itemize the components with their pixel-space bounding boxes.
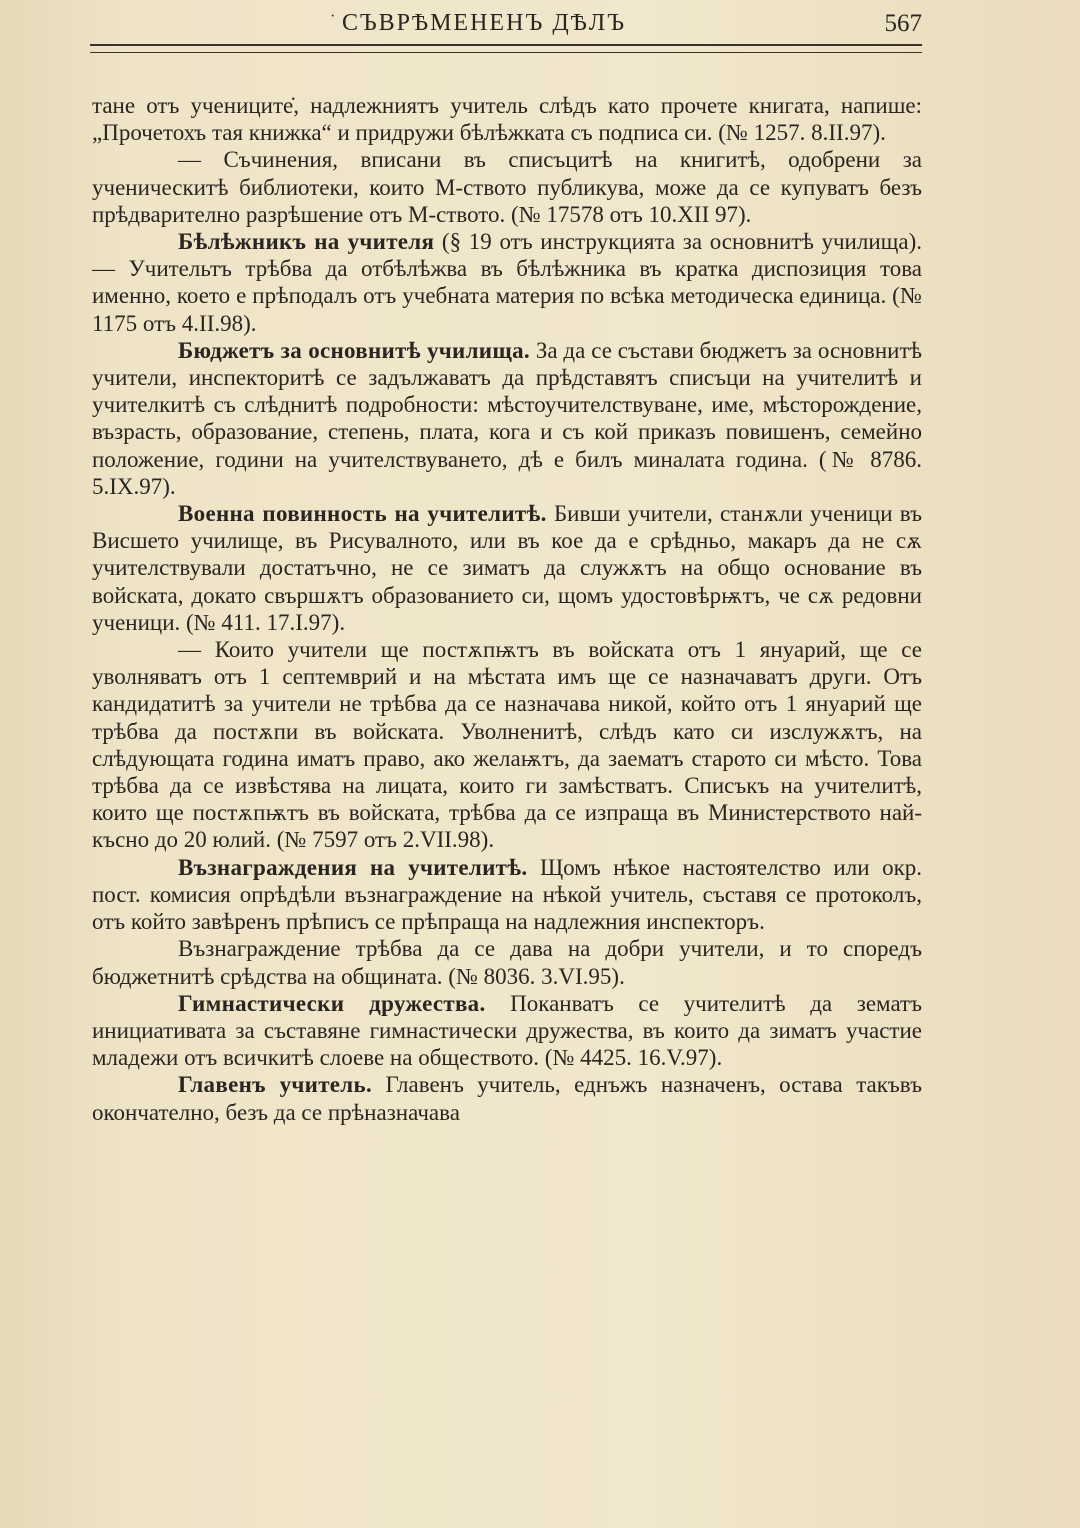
paragraph-text: тане отъ учениците̇, надлежниятъ учитель слѣдъ като прочете книгата, напише: „Прочетохъ тая книжка“ и придружи бѣлѣжката съ подписа си. (№ 1257. 8.II.97).: [92, 93, 922, 146]
page-header: [90, 6, 922, 44]
section-heading: Възнаграждения на учителитѣ.: [178, 854, 528, 880]
paragraph-text: За да се състави бюджетъ за основнитѣ учители, инспекторитѣ се задължаватъ да прѣдставятъ списъци на учителитѣ и учителкитѣ съ слѣднитѣ подробности: мѣстоучителствуване, име, мѣсторождение, възрасть, образование, степень, плата, кога и съ кой приказъ повишенъ, семейно положение, години на учителствуването, дѣ е билъ миналата година. (№ 8786. 5.IX.97).: [92, 337, 923, 499]
section-heading: Бюджетъ за основнитѣ училища.: [178, 337, 530, 363]
paragraph-text: — Съчинения, вписани въ списъцитѣ на книгитѣ, одобрени за ученическитѣ библиотеки, които М-ството публикува, може да се купуватъ безъ прѣдварително разрѣшение отъ М-ството. (№ 17578 отъ 10.XII 97).: [92, 147, 922, 227]
paragraph-budget: [92, 337, 922, 500]
section-heading: Военна повинность на учителитѣ.: [178, 501, 547, 527]
section-heading: Главенъ учитель.: [178, 1072, 373, 1098]
paragraph-gymnastic-societies: [92, 990, 922, 1072]
paragraph-text: Възнаграждение трѣбва да се дава на добри учители, и то споредъ бюджетнитѣ срѣдства на общината. (№ 8036. 3.VI.95).: [92, 936, 922, 989]
paragraph-text: Щомъ нѣкое настоятелство или окр. пост. комисия опрѣдѣли възнаграждение на нѣкой учитель, съставя се протоколъ, отъ който завѣренъ прѣписъ се прѣпраща на надлежния инспекторъ.: [92, 854, 922, 935]
page-number: 567: [884, 10, 922, 37]
paragraph-head-teacher: [92, 1071, 922, 1125]
section-heading: Бѣлѣжникъ на учителя: [178, 229, 435, 255]
paragraph-rewards: [92, 854, 922, 936]
paragraph-text: Главенъ учитель, еднъжъ назначенъ, остава такъвъ окончателно, безъ да се прѣназначава: [92, 1072, 922, 1125]
body-text: [92, 92, 922, 1126]
header-rule: [90, 44, 922, 53]
paragraph-continuation: [92, 92, 922, 146]
paragraph-text: (§ 19 отъ инструкцията за основнитѣ училища). — Учительтъ трѣбва да отбѣлѣжва въ бѣлѣжника въ кратка диспозиция това именно, което е прѣподалъ отъ учебната материя по всѣка методическа единица. (№ 1175 отъ 4.II.98).: [92, 229, 922, 336]
paragraph-teacher-notebook: [92, 228, 922, 337]
paragraph-text: Поканватъ се учителитѣ да зематъ инициативата за съставяне гимнастически дружества, въ които да зиматъ участие младежи отъ всичкитѣ слоеве на обществото. (№ 4425. 16.V.97).: [92, 990, 923, 1071]
paragraph-text: Бивши учители, станѫли ученици въ Висшето училище, въ Рисувалното, или въ кое да е срѣдньо, макаръ да не сѫ учителствували достатъчно, не се зиматъ да служѫтъ на общо основание въ войската, докато свършѫтъ образованието си, щомъ удостовѣрѭтъ, че сѫ редовни ученици. (№ 411. 17.I.97).: [92, 501, 922, 635]
paragraph-military-service-cont: [92, 636, 922, 854]
running-title: · СЪВРѢМЕНЕНЪ ДѢЛЪ: [342, 10, 626, 37]
paragraph-compositions: [92, 146, 922, 228]
paragraph-military-service: [92, 500, 922, 636]
paragraph-text: — Които учители ще постѫпѭтъ въ войската отъ 1 януарий, ще се уволняватъ отъ 1 септемврий и на мѣстата имъ ще се назначаватъ други. Отъ кандидатитѣ за учители не трѣбва да се назначава никой, който отъ 1 януарий ще трѣбва да постѫпи въ войската. Уволненитѣ, слѣдъ като си изслужѫтъ, на слѣдующата година иматъ право, ако желаѭтъ, да заематъ старото си мѣсто. Това трѣбва да се извѣстява на лицата, които ги замѣстватъ. Списъкъ на учителитѣ, които ще постѫпѭтъ въ войската, трѣбва да се изпраща въ Министерството най-късно до 20 юлий. (№ 7597 отъ 2.VII.98).: [92, 637, 922, 853]
section-heading: Гимнастически дружества.: [178, 990, 486, 1016]
paragraph-rewards-cont: [92, 935, 922, 989]
